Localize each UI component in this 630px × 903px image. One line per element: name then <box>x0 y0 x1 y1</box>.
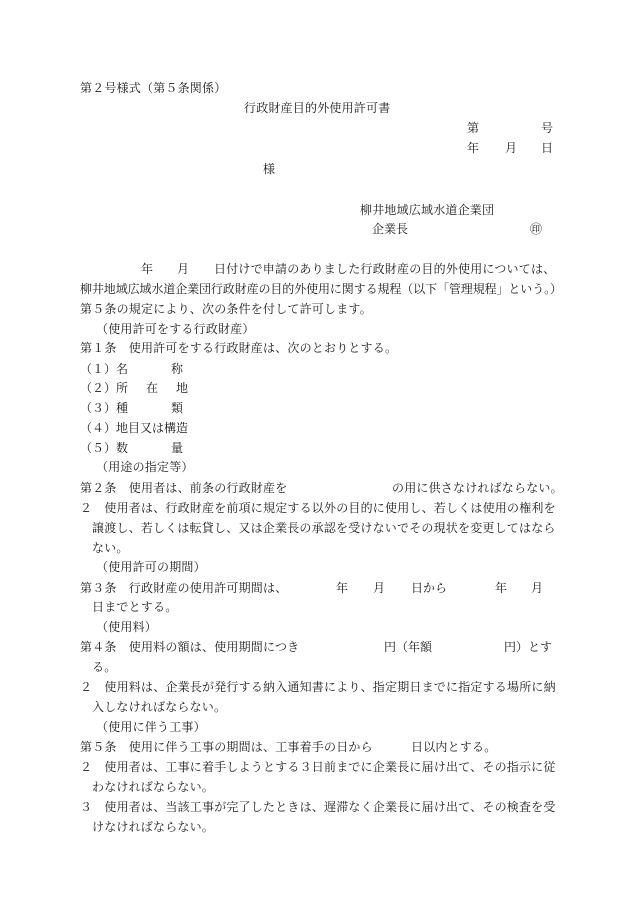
article2-text-a: 第２条 使用者は、前条の行政財産を <box>80 481 288 495</box>
article5-para2-line2: わなければならない。 <box>92 780 215 794</box>
article4-para2-line1: ２ 使用料は、企業長が発行する納入通知書により、指定期日までに指定する場所に納 <box>80 680 556 694</box>
item-label: 数 量 <box>116 441 183 455</box>
article3-year-from: 年 <box>336 581 349 595</box>
article1-heading: （使用許可をする行政財産） <box>96 322 255 336</box>
article3-heading: （使用許可の期間） <box>96 560 206 574</box>
date-year: 年 <box>467 141 480 155</box>
article4-yen-period: 円（年額 <box>384 640 433 654</box>
date-month: 月 <box>505 141 518 155</box>
form-label: 第２号様式（第５条関係） <box>80 81 227 95</box>
addressee-suffix: 様 <box>263 162 276 176</box>
issuer-org: 柳井地域広域水道企業団 <box>360 203 495 217</box>
article3-text-a: 第３条 行政財産の使用許可期間は、 <box>80 581 288 595</box>
date-day: 日 <box>541 141 554 155</box>
article3-month-to: 月 <box>531 581 544 595</box>
article2-para2-line1: ２ 使用者は、行政財産を前項に規定する以外の目的に使用し、若しくは使用の権利を <box>80 501 556 515</box>
item-label: 地目又は構造 <box>116 421 189 435</box>
item-label: 所 在 地 <box>116 381 187 395</box>
item-number: （３） <box>80 401 117 415</box>
intro-line2: 柳井地域広域水道企業団行政財産の目的外使用に関する規程（以下「管理規程」という。） <box>80 282 562 296</box>
item-number: （４） <box>80 421 117 435</box>
article2-para2-line2: 譲渡し、若しくは転貸し、又は企業長の承認を受けないでその現状を変更してはなら <box>92 521 556 535</box>
article5-para3-line1: ３ 使用者は、当該工事が完了したときは、遅滞なく企業長に届け出て、その検査を受 <box>80 800 556 814</box>
article5-text-a: 第５条 使用に伴う工事の期間は、工事着手の日から <box>80 740 373 754</box>
article4-text-a: 第４条 使用料の額は、使用期間につき <box>80 640 300 654</box>
article2-text-b: の用に供さなければならない。 <box>392 481 563 495</box>
article3-month-from: 月 <box>373 581 386 595</box>
article4-yen-annual: 円）とす <box>504 640 553 654</box>
issuer-title: 企業長 <box>372 222 409 236</box>
article3-day-from: 日から <box>411 581 448 595</box>
intro-line1: 日付けで申請のありました行政財産の目的外使用については、 <box>214 262 556 276</box>
article2-heading: （用途の指定等） <box>96 460 194 474</box>
number-suffix: 号 <box>541 121 554 135</box>
intro-year: 年 <box>141 262 154 276</box>
item-number: （１） <box>80 362 117 376</box>
article5-heading: （使用に伴う工事） <box>96 720 206 734</box>
article3-line2: 日までとする。 <box>92 600 178 614</box>
item-label: 種 類 <box>116 401 183 415</box>
article5-para3-line2: けなければならない。 <box>92 820 215 834</box>
item-label: 名 称 <box>116 362 183 376</box>
intro-month: 月 <box>177 262 190 276</box>
article5-para2-line1: ２ 使用者は、工事に着手しようとする３日前までに企業長に届け出て、その指示に従 <box>80 760 556 774</box>
article3-year-to: 年 <box>495 581 508 595</box>
item-number: （２） <box>80 381 117 395</box>
article5-text-b: 日以内とする。 <box>411 740 497 754</box>
article1-text: 第１条 使用許可をする行政財産は、次のとおりとする。 <box>80 341 398 355</box>
number-prefix: 第 <box>467 121 480 135</box>
document-title: 行政財産目的外使用許可書 <box>244 101 391 115</box>
article4-heading: （使用料） <box>96 620 158 634</box>
seal-mark: ㊞ <box>530 222 543 236</box>
item-number: （５） <box>80 441 117 455</box>
article2-para2-line3: ない。 <box>92 541 129 555</box>
intro-line3: 第５条の規定により、次の条件を付して許可します。 <box>80 302 372 316</box>
article4-para2-line2: 入しなければならない。 <box>92 700 227 714</box>
article4-line2: る。 <box>92 660 117 674</box>
